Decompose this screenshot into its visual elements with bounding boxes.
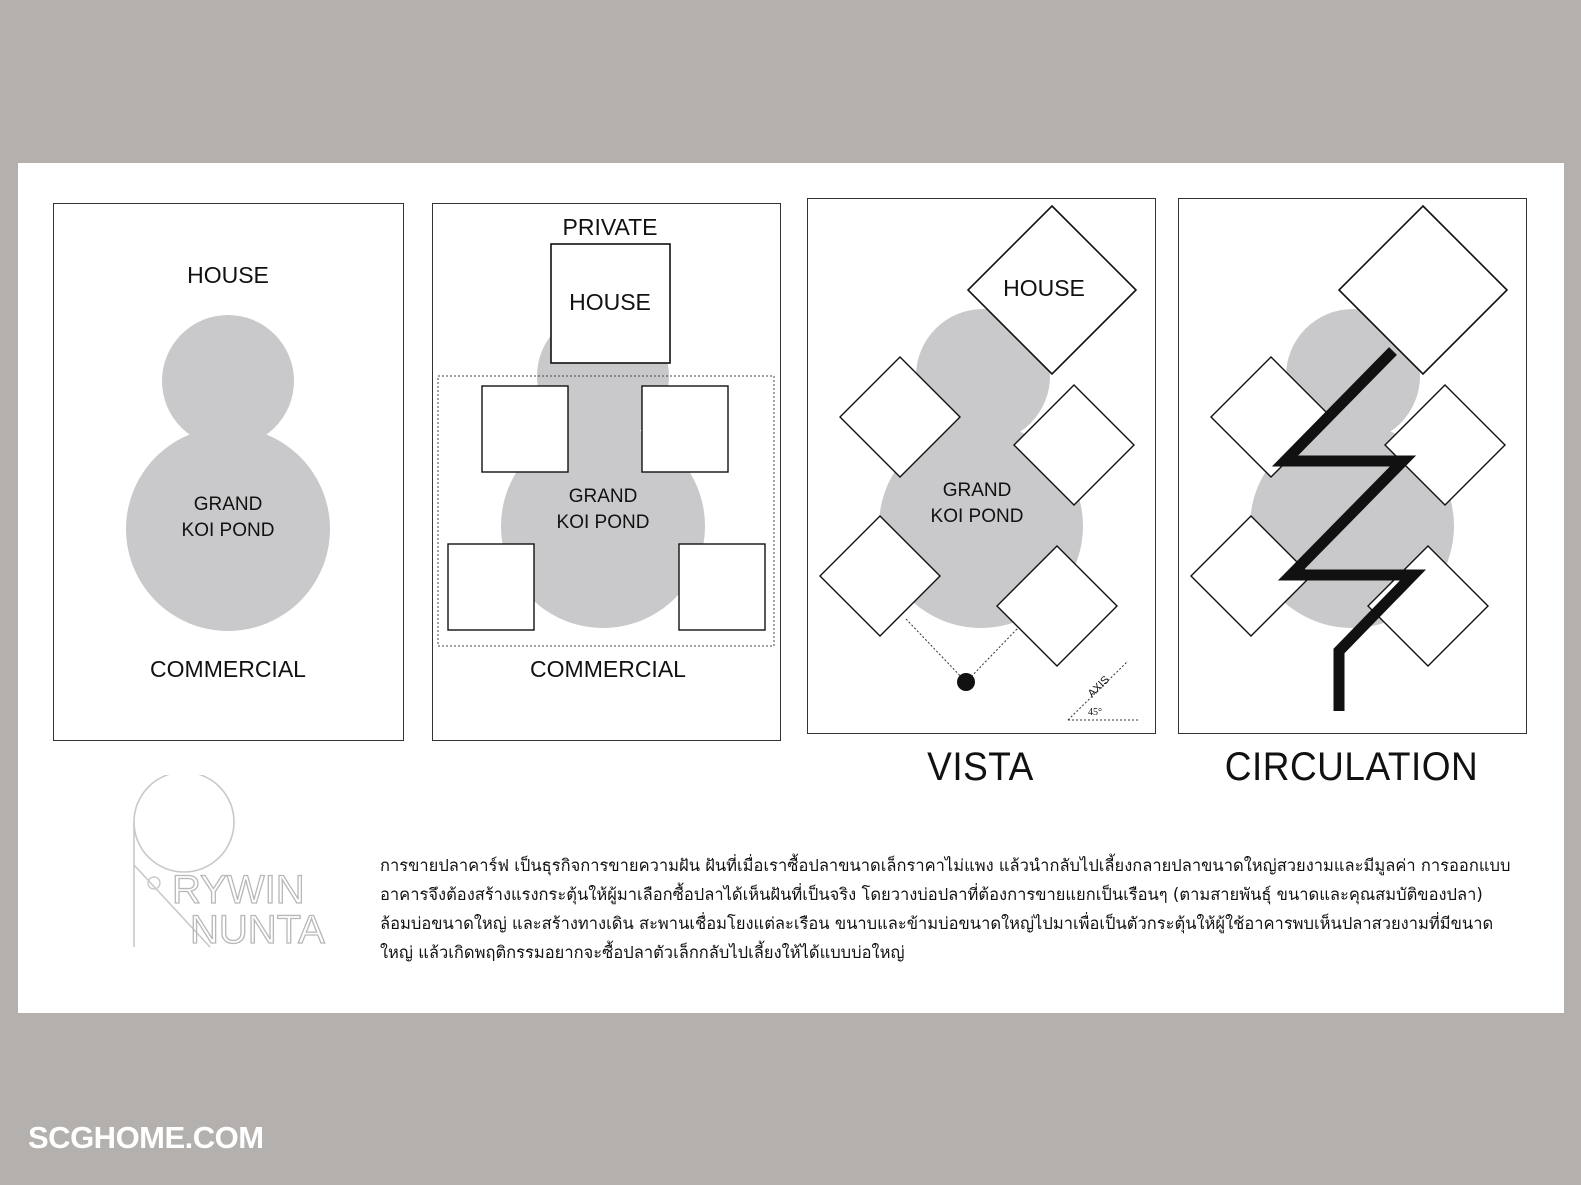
circulation-panel xyxy=(1178,198,1527,734)
pond-label-line2: KOI POND xyxy=(181,520,275,541)
description-line: การขายปลาคาร์ฟ เป็นธุรกิจการขายความฝัน ฝันที่เมื่อเราซื้อปลาขนาดเล็กราคาไม่แพง แล้วนำกลับไปเลี้ยงกลายปลาขนาดใหญ่สวยงามและมีมูลค่า การออกแบบ xyxy=(380,856,1511,875)
commercial-label: COMMERCIAL xyxy=(530,656,686,682)
zoning-drawing xyxy=(433,204,780,740)
shop-block-lower-left xyxy=(448,544,534,630)
description-line: ใหญ่ แล้วเกิดพฤติกรรมอยากจะซื้อปลาตัวเล็กกลับไปเลี้ยงให้ได้แบบบ่อใหญ่ xyxy=(380,943,905,962)
logo-text-line2: NUNTA xyxy=(190,908,325,952)
shop-block-lower-right xyxy=(679,544,765,630)
vista-drawing xyxy=(808,199,1155,733)
pond-label-line1: GRAND xyxy=(568,486,638,507)
concept-drawing xyxy=(54,204,403,740)
pond-label-line1: GRAND xyxy=(193,494,263,515)
diagram-sheet xyxy=(18,163,1564,1013)
designer-logo xyxy=(130,775,360,955)
private-label: PRIVATE xyxy=(562,214,658,240)
circulation-drawing xyxy=(1179,199,1526,733)
viewpoint-dot xyxy=(957,673,975,691)
pond-label-line2: KOI POND xyxy=(556,512,650,533)
axis-label: AXIS xyxy=(1085,673,1112,700)
description-line: ล้อมบ่อขนาดใหญ่ และสร้างทางเดิน สะพานเชื่อมโยงแต่ละเรือน ขนาบและข้ามบ่อขนาดใหญ่ไปมาเพื่อเป็นตัวกระตุ้นให้ผู้ใช้อาคารพบเห็นปลาสวยงามที่มีขนาด xyxy=(380,914,1494,933)
pond-label-line2: KOI POND xyxy=(930,506,1024,527)
sightline-left xyxy=(906,619,966,682)
house-label: HOUSE xyxy=(1003,275,1085,301)
site-watermark: SCGHOME.COM xyxy=(28,1120,264,1155)
circulation-caption: CIRCULATION xyxy=(1224,744,1479,789)
house-label: HOUSE xyxy=(569,289,651,315)
project-description xyxy=(380,851,1540,967)
sightline-right xyxy=(966,629,1017,682)
concept-panel xyxy=(53,203,404,741)
vista-caption: VISTA xyxy=(927,744,1034,789)
shop-block-upper-left xyxy=(482,386,568,472)
house-label: HOUSE xyxy=(187,262,269,288)
vista-panel xyxy=(807,198,1156,734)
logo-text-line1: RYWIN xyxy=(172,868,305,912)
description-line: อาคารจึงต้องสร้างแรงกระตุ้นให้ผู้มาเลือกซื้อปลาได้เห็นฝันที่เป็นจริง โดยวางบ่อปลาที่ต้องการขายแยกเป็นเรือนๆ (ตามสายพันธุ์ ขนาดและคุณสมบัติของปลา) xyxy=(380,885,1483,904)
commercial-label: COMMERCIAL xyxy=(150,656,306,682)
angle-label: 45° xyxy=(1088,707,1102,718)
pond-label-line1: GRAND xyxy=(942,480,1012,501)
shop-block-upper-right xyxy=(642,386,728,472)
logo-circle xyxy=(134,775,234,872)
zoning-panel xyxy=(432,203,781,741)
